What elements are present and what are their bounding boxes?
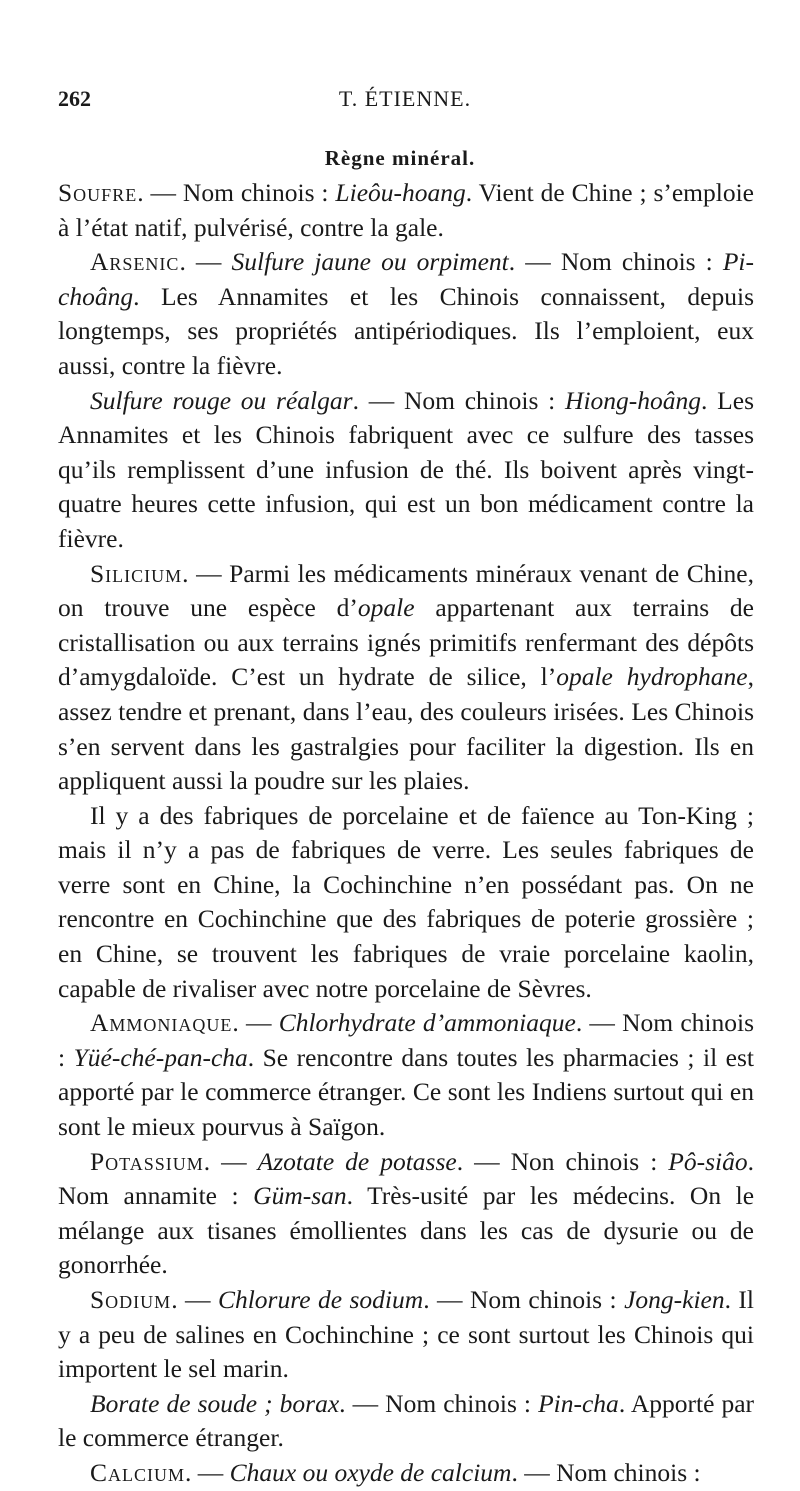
body-text [58, 176, 754, 1491]
paragraph [58, 1283, 754, 1387]
paragraph [58, 1387, 754, 1456]
text-run: . Il y a peu de salines en Cochinchine ; ce sont surtout les Chinois qui importent le sel marin. [58, 1285, 755, 1384]
text-run: . — [232, 1008, 279, 1038]
text-run: . Les Annamites et les Chinois fabriquent avec ce sulfure des tasses qu’ils remplissent d’une infusion de thé. Ils boivent après vingt-quatre heures cette infusion, qui est un bon médicament contre la fièvre. [58, 385, 754, 553]
entry-heading: Sodium [90, 1285, 172, 1314]
text-run: . — Nom chinois : [508, 247, 723, 277]
italic-term: Pin-cha [538, 1388, 619, 1418]
italic-term: opale [357, 593, 415, 623]
italic-term: Chlorhydrate d’ammoniaque [278, 1008, 576, 1038]
italic-term: Lieôu-hoang [335, 178, 466, 207]
entry-heading: Arsenic [90, 247, 180, 277]
page-number: 262 [58, 86, 91, 111]
italic-term: Chlorure de sodium [217, 1285, 424, 1314]
text-run: . Vient de Chine ; s’emploie à l’état natif, pulvérisé, contre la gale. [58, 178, 754, 242]
text-run: . — [185, 1457, 230, 1487]
entry-heading: Calcium [90, 1457, 186, 1487]
text-run: , assez tendre et prenant, dans l’eau, des couleurs irisées. Les Chinois s’en servent dans les gastralgies pour faciliter la digestion. Ils en appliquent aussi la poudre sur les plaies. [58, 662, 754, 796]
text-run: . Se rencontre dans toutes les pharmacies ; il est apporté par le commerce étranger. Ce sont les Indiens surtout qui en sont le mieux pourvus à Saïgon. [58, 1042, 754, 1142]
text-run: Il y a des fabriques de porcelaine et de faïence au Ton-King ; mais il n’y a pas de fabriques de verre. Les seules fabriques de verre sont en Chine, la Cochinchine n’en possédant pas. On ne rencontre en Cochinchine que des fabriques de poterie grossière ; en Chine, se trouvent les fabriques de vraie porcelaine kaolin, capable de rivaliser avec notre porcelaine de Sèvres. [58, 800, 754, 1003]
paragraph [58, 1456, 754, 1491]
italic-term: opale hydrophane [556, 662, 748, 692]
italic-term: Pô-siâo [668, 1146, 748, 1176]
italic-term: Sulfure jaune ou orpiment [231, 247, 509, 277]
italic-term: Azotate de potasse [257, 1146, 457, 1176]
section-title: Règne minéral. [324, 146, 476, 170]
entry-heading: Ammoniaque [90, 1008, 233, 1038]
italic-term: Güm-san [253, 1181, 347, 1211]
running-title: T. ÉTIENNE. [338, 86, 472, 111]
text-run: . — Nom chinois : [58, 1008, 754, 1072]
text-run: . — Nom chinois : [423, 1285, 625, 1314]
italic-term: Borate de soude ; borax [90, 1388, 340, 1418]
text-run: . — Parmi les médicaments minéraux venant de Chine, on trouve une espèce d’ [58, 558, 754, 623]
italic-term: Chaux ou oxyde de calcium [229, 1457, 512, 1487]
entry-heading: Silicium [90, 558, 183, 588]
text-run: . Les Annamites et les Chinois connaissent, depuis longtemps, ses propriétés antipériodiques. Ils l’emploient, eux aussi, contre la fièvre. [58, 281, 754, 380]
italic-term: Sulfure rouge ou réalgar [90, 385, 353, 415]
paragraph [58, 557, 754, 799]
text-run: . Nom annamite : [58, 1146, 754, 1211]
text-run: . Apporté par le commerce étranger. [58, 1388, 755, 1453]
paragraph [58, 245, 754, 383]
text-run: . — [171, 1285, 218, 1314]
text-run: . — Nom chinois : [511, 1457, 701, 1487]
entry-heading: Soufre [58, 178, 138, 207]
paragraph [58, 1006, 754, 1144]
running-head [58, 86, 752, 116]
text-run: . — Non chinois : [456, 1146, 669, 1176]
italic-term: Yüé-ché-pan-cha [73, 1042, 248, 1072]
text-run: . Très-usité par les médecins. On le mélange aux tisanes émollientes dans les cas de dysurie ou de gonorrhée. [58, 1181, 755, 1280]
entry-heading: Potassium [90, 1146, 204, 1176]
text-run: . — Nom chinois : [137, 178, 336, 207]
paragraph [58, 176, 754, 245]
text-run: appartenant aux terrains de cristallisation ou aux terrains ignés primitifs renfermant des dépôts d’amygdaloïde. C’est un hydrate de silice, l’ [58, 593, 754, 692]
paragraph [58, 799, 754, 1007]
text-run: . — [179, 247, 232, 277]
text-run: . — [203, 1146, 258, 1176]
text-run: . — Nom chinois : [352, 385, 566, 415]
italic-term: Pi-choâng [58, 247, 755, 311]
italic-term: Hiong-hoâng [565, 385, 702, 415]
paragraph [58, 384, 754, 557]
italic-term: Jong-kien [624, 1285, 725, 1314]
paragraph [58, 1145, 754, 1283]
text-run: . — Nom chinois : [339, 1388, 539, 1418]
